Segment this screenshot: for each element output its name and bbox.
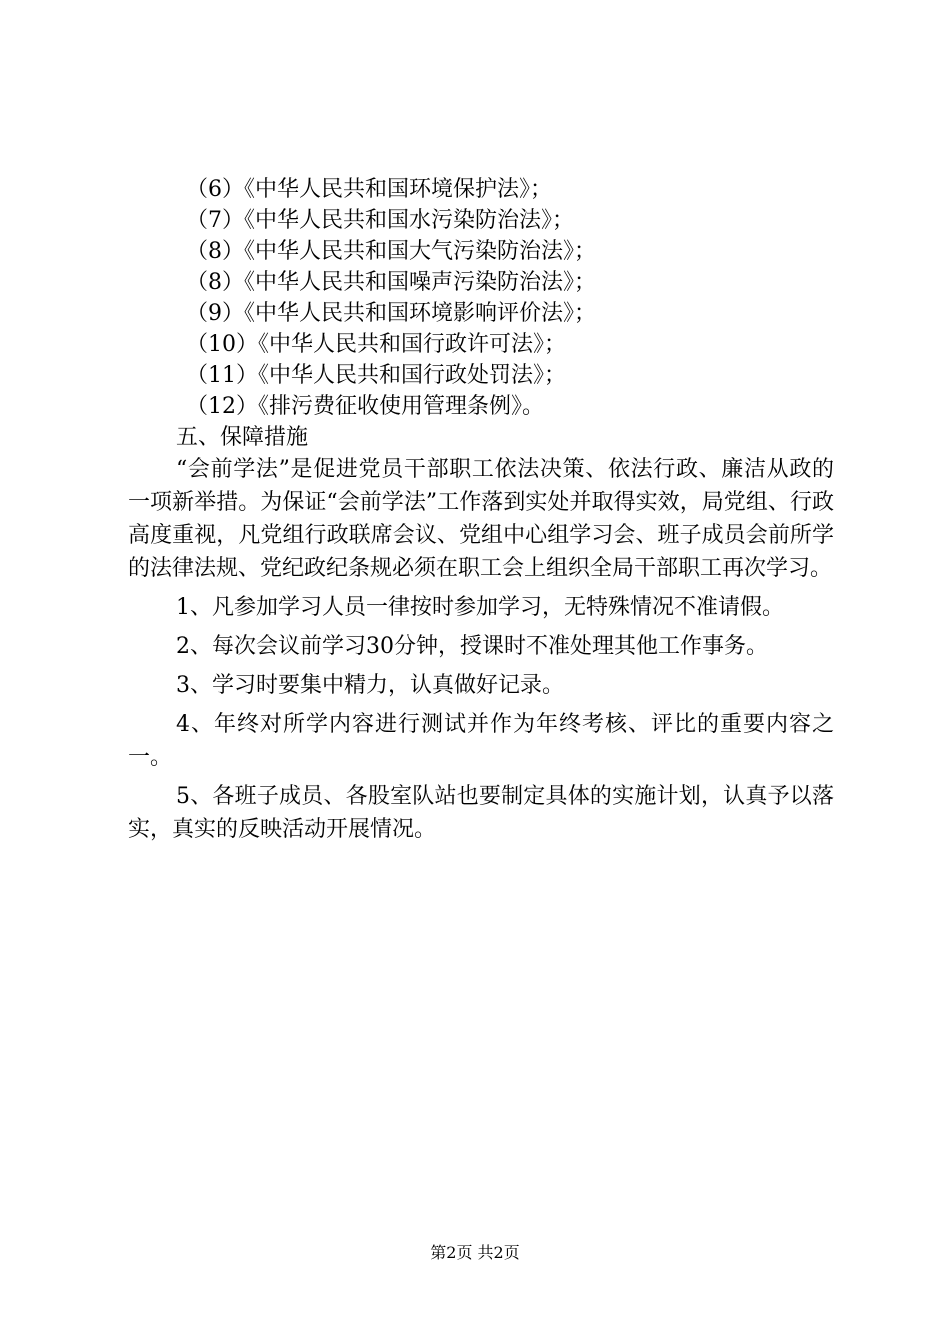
rule-item: 3、学习时要集中精力，认真做好记录。 (176, 673, 564, 698)
rule-item: 2、每次会议前学习30分钟，授课时不准处理其他工作事务。 (176, 634, 768, 659)
page-footer: 第2页 共2页 (430, 1243, 520, 1262)
law-list-item: （8）《中华人民共和国大气污染防治法》； (186, 239, 596, 264)
document-body (128, 174, 834, 846)
law-list-item: （8）《中华人民共和国噪声污染防治法》； (186, 270, 596, 295)
law-list-item: （12）《排污费征收使用管理条例》。 (186, 394, 544, 419)
rules-list (128, 591, 834, 846)
section-heading: 五、保障措施 (176, 425, 309, 450)
law-list-item: （6）《中华人民共和国环境保护法》； (186, 177, 552, 202)
law-list-item: （11）《中华人民共和国行政处罚法》； (186, 363, 566, 388)
law-list-item: （7）《中华人民共和国水污染防治法》； (186, 208, 574, 233)
intro-paragraph: “会前学法”是促进党员干部职工依法决策、依法行政、廉洁从政的一项新举措。为保证“会前学法”工作落到实处并取得实效，局党组、行政高度重视，凡党组行政联席会议、党组中心组学习会、班子成员会前所学的法律法规、党纪政纪条规必须在职工会上组织全局干部职工再次学习。 (128, 457, 834, 581)
law-list (128, 174, 834, 422)
rule-item: 4、年终对所学内容进行测试并作为年终考核、评比的重要内容之一。 (128, 712, 834, 770)
law-list-item: （9）《中华人民共和国环境影响评价法》； (186, 301, 596, 326)
law-list-item: （10）《中华人民共和国行政许可法》； (186, 332, 566, 357)
rule-item: 5、各班子成员、各股室队站也要制定具体的实施计划，认真予以落实，真实的反映活动开展情况。 (128, 784, 834, 842)
rule-item: 1、凡参加学习人员一律按时参加学习，无特殊情况不准请假。 (176, 595, 784, 620)
